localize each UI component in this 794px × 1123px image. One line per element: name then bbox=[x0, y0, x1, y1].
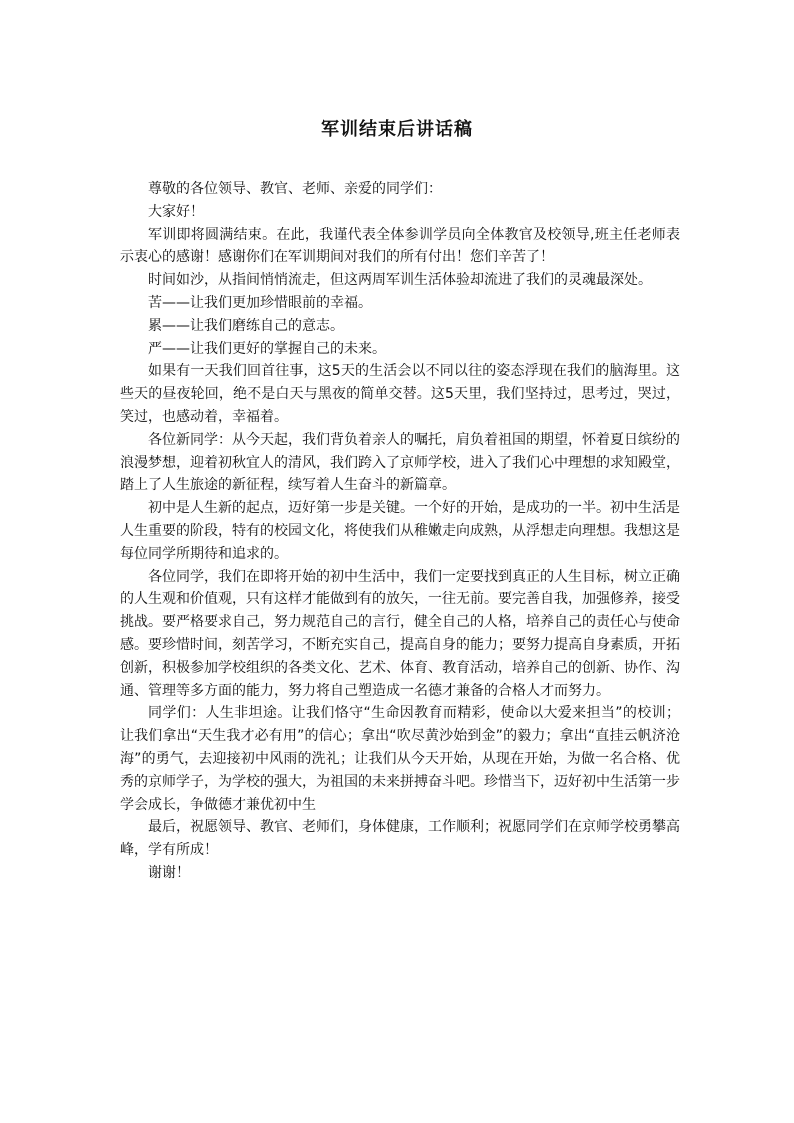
salutation-paragraph: 尊敬的各位领导、教官、老师、亲爱的同学们： bbox=[148, 181, 442, 197]
speech-body bbox=[120, 178, 680, 885]
body-paragraph: 军训即将圆满结束。在此，我谨代表全体参训学员向全体教官及校领导,班主任老师表示衷心的感谢！感谢你们在军训期间对我们的所有付出！您们辛苦了！ bbox=[120, 226, 680, 266]
body-paragraph: 如果有一天我们回首往事，这5天的生活会以不同以往的姿态浮现在我们的脑海里。这些天的昼夜轮回，绝不是白天与黑夜的简单交替。这5天里，我们坚持过，思考过，哭过，笑过，也感动着，幸福着。 bbox=[120, 363, 680, 425]
body-paragraph: 各位同学，我们在即将开始的初中生活中，我们一定要找到真正的人生目标，树立正确的人生观和价值观，只有这样才能做到有的放矢，一往无前。要完善自我，加强修养，接受挑战。要严格要求自己，努力规范自己的言行，健全自己的人格，培养自己的责任心与使命感。要珍惜时间，刻苦学习，不断充实自己，提高自身的能力；要努力提高自身素质，开拓创新，积极参加学校组织的各类文化、艺术、体育、教育活动，培养自己的创新、协作、沟通、管理等多方面的能力，努力将自己塑造成一名德才兼备的合格人才而努力。 bbox=[120, 568, 680, 699]
closing-paragraph: 最后，祝愿领导、教官、老师们，身体健康，工作顺利；祝愿同学们在京师学校勇攀高峰，学有所成！ bbox=[120, 819, 680, 859]
document-title: 军训结束后讲话稿 bbox=[321, 119, 473, 140]
body-paragraph: 各位新同学：从今天起，我们背负着亲人的嘱托，肩负着祖国的期望，怀着夏日缤纷的浪漫梦想，迎着初秋宜人的清风，我们跨入了京师学校，进入了我们心中理想的求知殿堂，踏上了人生旅途的新征程，续写着人生奋斗的新篇章。 bbox=[120, 431, 680, 494]
body-paragraph: 严——让我们更好的掌握自己的未来。 bbox=[148, 340, 386, 357]
greeting-paragraph: 大家好！ bbox=[148, 203, 204, 220]
body-paragraph: 初中是人生新的起点，迈好第一步是关键。一个好的开始，是成功的一半。初中生活是人生重要的阶段，特有的校园文化，将使我们从稚嫩走向成熟，从浮想走向理想。我想这是每位同学所期待和追求的。 bbox=[120, 500, 680, 562]
body-paragraph: 苦——让我们更加珍惜眼前的幸福。 bbox=[148, 294, 372, 311]
thanks-paragraph: 谢谢！ bbox=[148, 864, 190, 881]
body-paragraph: 累——让我们磨练自己的意志。 bbox=[148, 317, 344, 334]
body-paragraph: 同学们：人生非坦途。让我们恪守“生命因教育而精彩，使命以大爱来担当”的校训；让我们拿出“天生我才必有用”的信心；拿出“吹尽黄沙始到金”的毅力；拿出“直挂云帆济沧海”的勇气，去迎接初中风雨的洗礼；让我们从今天开始，从现在开始，为做一名合格、优秀的京师学子，为学校的强大，为祖国的未来拼搏奋斗吧。珍惜当下，迈好初中生活第一步 学会成长，争做德才兼优初中生 bbox=[120, 705, 680, 813]
body-paragraph: 时间如沙，从指间悄悄流走，但这两周军训生活体验却流进了我们的灵魂最深处。 bbox=[148, 272, 652, 289]
